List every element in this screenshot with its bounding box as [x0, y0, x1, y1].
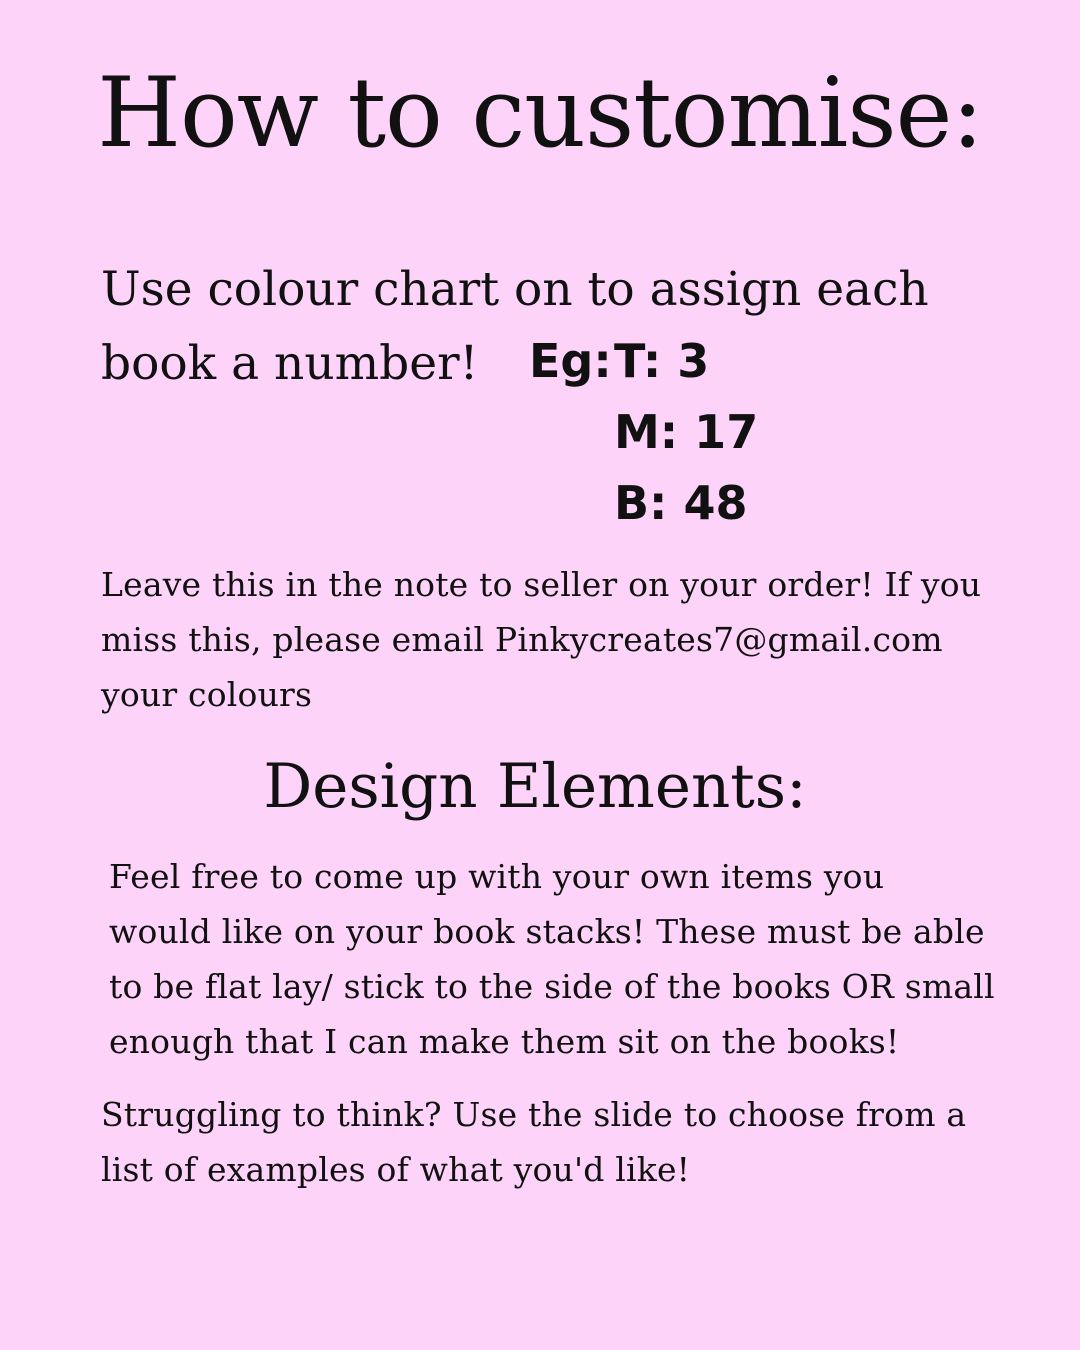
- intro-line-2: book a number!: [101, 336, 479, 391]
- design-elements-heading: Design Elements:: [263, 751, 807, 822]
- design-line-1: Feel free to come up with your own items you: [109, 857, 885, 896]
- note-to-seller-paragraph: [101, 557, 981, 722]
- design-elements-paragraph: [109, 849, 995, 1069]
- note-line-2: miss this, please email Pinkycreates7@gmail.com: [101, 620, 943, 659]
- struggling-line-1: Struggling to think? Use the slide to choose from a: [101, 1095, 967, 1134]
- intro-line-1: Use colour chart on to assign each: [101, 262, 929, 317]
- example-label: Eg:: [529, 334, 612, 388]
- page-title: How to customise:: [97, 57, 983, 169]
- struggling-paragraph: [101, 1087, 966, 1197]
- example-top-book: T: 3: [614, 334, 710, 388]
- example-bottom-book: B: 48: [614, 476, 748, 530]
- design-line-4: enough that I can make them sit on the books!: [109, 1022, 900, 1061]
- example-middle-book: M: 17: [614, 405, 759, 459]
- note-line-1: Leave this in the note to seller on your order! If you: [101, 565, 982, 604]
- struggling-line-2: list of examples of what you'd like!: [101, 1150, 691, 1189]
- design-line-2: would like on your book stacks! These must be able: [109, 912, 985, 951]
- design-line-3: to be flat lay/ stick to the side of the books OR small: [109, 967, 995, 1006]
- note-line-3: your colours: [101, 675, 313, 714]
